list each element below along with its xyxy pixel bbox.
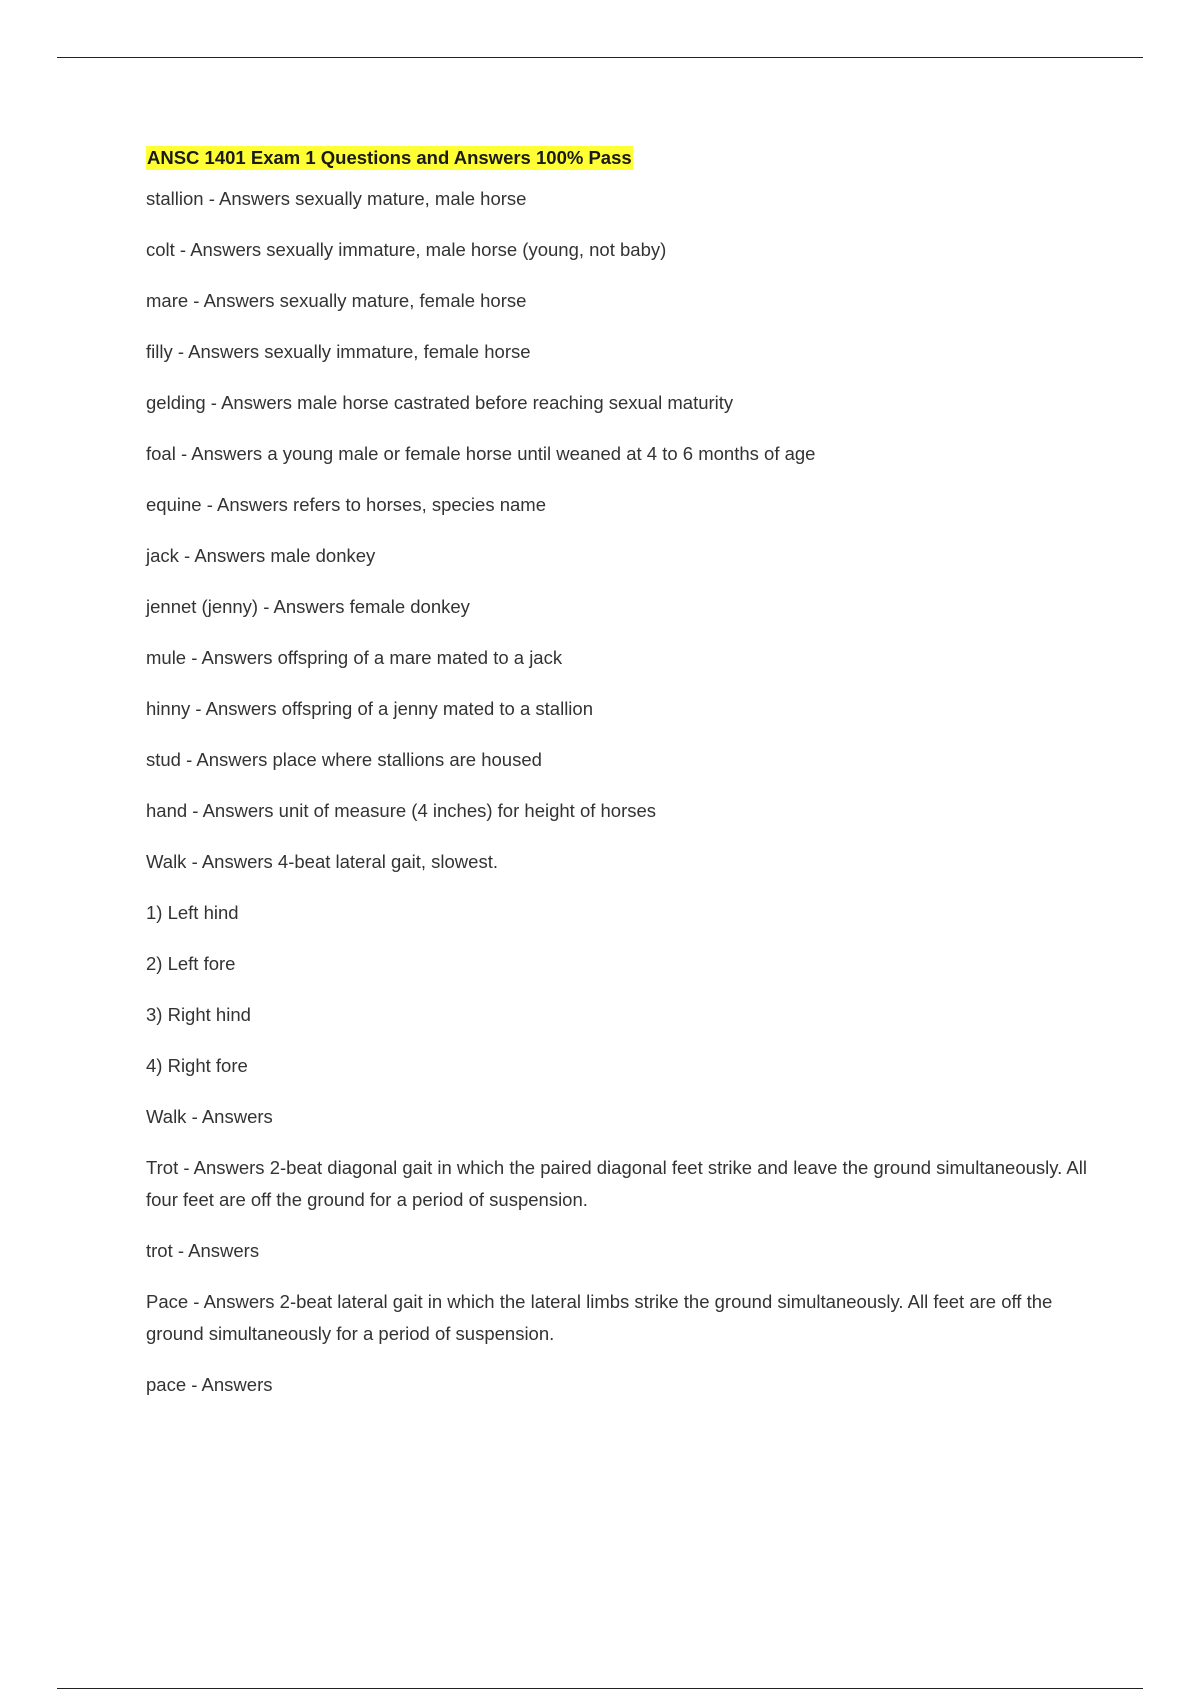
qa-entry: stallion - Answers sexually mature, male horse — [146, 188, 527, 209]
document-body — [146, 146, 1096, 1420]
qa-entry: Walk - Answers — [146, 1106, 273, 1127]
qa-entry: stud - Answers place where stallions are housed — [146, 749, 542, 770]
qa-entry: equine - Answers refers to horses, species name — [146, 494, 546, 515]
gait-step: 2) Left fore — [146, 953, 236, 974]
bottom-divider — [57, 1688, 1143, 1689]
qa-entry: pace - Answers — [146, 1374, 273, 1395]
qa-entry: gelding - Answers male horse castrated before reaching sexual maturity — [146, 392, 734, 413]
gait-step: 1) Left hind — [146, 902, 239, 923]
qa-entry: Trot - Answers 2-beat diagonal gait in which the paired diagonal feet strike and leave the ground simultaneously. All four feet are off the ground for a period of suspension. — [146, 1157, 1087, 1210]
qa-entry: hand - Answers unit of measure (4 inches) for height of horses — [146, 800, 657, 821]
qa-entry: foal - Answers a young male or female horse until weaned at 4 to 6 months of age — [146, 443, 816, 464]
qa-entry: trot - Answers — [146, 1240, 260, 1261]
document-title: ANSC 1401 Exam 1 Questions and Answers 100% Pass — [147, 147, 632, 168]
qa-entry: mule - Answers offspring of a mare mated to a jack — [146, 647, 563, 668]
qa-entry: colt - Answers sexually immature, male horse (young, not baby) — [146, 239, 667, 260]
qa-entry: filly - Answers sexually immature, female horse — [146, 341, 531, 362]
qa-entry: hinny - Answers offspring of a jenny mated to a stallion — [146, 698, 593, 719]
gait-step: 3) Right hind — [146, 1004, 251, 1025]
qa-list — [146, 183, 1096, 1401]
gait-step: 4) Right fore — [146, 1055, 248, 1076]
qa-entry: Walk - Answers 4-beat lateral gait, slowest. — [146, 851, 498, 872]
top-divider — [57, 57, 1143, 58]
qa-entry: mare - Answers sexually mature, female horse — [146, 290, 527, 311]
qa-entry: jennet (jenny) - Answers female donkey — [146, 596, 470, 617]
qa-entry: Pace - Answers 2-beat lateral gait in which the lateral limbs strike the ground simultaneously. All feet are off the ground simultaneously for a period of suspension. — [146, 1291, 1053, 1344]
qa-entry: jack - Answers male donkey — [146, 545, 376, 566]
